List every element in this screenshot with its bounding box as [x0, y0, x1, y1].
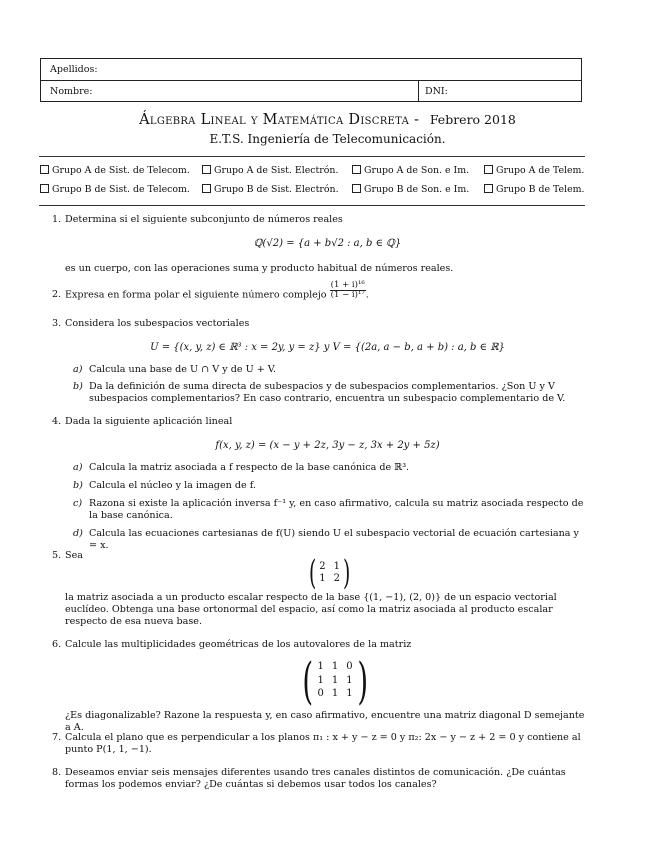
group-option[interactable]: Grupo A de Telem. — [484, 165, 584, 177]
question-1-text: Determina si el siguiente subconjunto de números reales — [65, 214, 343, 225]
group-option[interactable]: Grupo B de Sist. Electrón. — [202, 184, 339, 196]
question-7-text: Calcula el plano que es perpendicular a los planos π₁ : x + y − z = 0 y π₂: 2x − y − z + 2 = 0 y contiene al punto P(1, 1, −1). — [65, 732, 581, 755]
question-4: 4. Dada la siguiente aplicación lineal — [52, 416, 587, 428]
exam-title — [0, 111, 655, 129]
question-4c: c) Razona si existe la aplicación inversa f⁻¹ y, en caso afirmativo, calcula su matriz asociada respecto de la base canónica. — [73, 498, 584, 521]
group-option[interactable]: Grupo A de Sist. de Telecom. — [40, 165, 190, 177]
matrix-cell: 1 — [346, 674, 353, 686]
question-2: 2. Expresa en forma polar el siguiente número complejo $\frac{\text{(1 + i)¹⁶}}{\text{(1 − i)¹⁷}}$ . — [52, 289, 587, 301]
matrix-cell: 2 — [319, 560, 326, 572]
group-option[interactable]: Grupo B de Son. e Im. — [352, 184, 469, 196]
question-3-formula: U = {(x, y, z) ∈ ℝ³ : x = 2y, y = z} y V = {(2a, a − b, a + b) : a, b ∈ ℝ} — [150, 342, 505, 353]
checkbox-icon[interactable] — [352, 165, 361, 174]
matrix-cell: 1 — [319, 573, 326, 584]
matrix-cell: 0 — [346, 661, 353, 673]
group-option[interactable]: Grupo B de Sist. de Telecom. — [40, 184, 190, 196]
question-1: 1. Determina si el siguiente subconjunto de números reales — [52, 214, 587, 226]
question-4a: a) Calcula la matriz asociada a f respecto de la base canónica de ℝ³. — [73, 462, 410, 473]
checkbox-icon[interactable] — [202, 165, 211, 174]
question-3-text: Considera los subespacios vectoriales — [65, 318, 250, 329]
question-4-formula: f(x, y, z) = (x − y + 2z, 3y − z, 3x + 2y + 5z) — [215, 440, 440, 451]
apellidos-row[interactable] — [41, 59, 581, 81]
scalar-product-matrix: ( 2 1 1 2 ) — [308, 553, 351, 593]
question-4-text: Dada la siguiente aplicación lineal — [65, 416, 233, 427]
question-5-text: Sea — [65, 550, 83, 561]
matrix-cell: 2 — [333, 573, 341, 584]
question-8: 8. Deseamos enviar seis mensajes diferentes usando tres canales distintos de comunicación. ¿De cuántas formas los podemos enviar? ¿De cuántas si debemos usar todos los canales? — [52, 767, 587, 791]
complex-fraction: $\frac{\text{(1 + i)¹⁶}}{\text{(1 − i)¹⁷}}$ — [330, 280, 365, 301]
question-8-text: Deseamos enviar seis mensajes diferentes usando tres canales distintos de comunicación. ¿De cuántas formas los podemos enviar? ¿De cuántas si debemos usar todos los canales? — [65, 767, 566, 790]
checkbox-icon[interactable] — [484, 184, 493, 193]
matrix-cell: 1 — [317, 674, 324, 686]
exam-date: Febrero 2018 — [429, 112, 516, 127]
question-5: 5. Sea — [52, 550, 587, 562]
student-id-box — [40, 58, 582, 102]
matrix-cell: 1 — [317, 661, 324, 673]
checkbox-icon[interactable] — [40, 165, 49, 174]
matrix-cell: 1 — [331, 674, 339, 686]
group-option[interactable]: Grupo B de Telem. — [484, 184, 585, 196]
matrix-a: ( 1 1 0 1 1 1 0 1 1 ) — [302, 652, 368, 710]
question-1-after: es un cuerpo, con las operaciones suma y producto habitual de números reales. — [65, 263, 454, 274]
question-3: 3. Considera los subespacios vectoriales — [52, 318, 587, 330]
checkbox-icon[interactable] — [352, 184, 361, 193]
course-title: Álgebra Lineal y Matemática Discreta - — [139, 112, 420, 128]
nombre-row[interactable] — [41, 81, 581, 102]
dni-label: DNI: — [425, 86, 448, 97]
question-4b: b) Calcula el núcleo y la imagen de f. — [73, 480, 256, 491]
question-3b: b) Da la definición de suma directa de subespacios y de subespacios complementarios. ¿Son U y V subespacios complementarios? En caso contrario, encuentra un subespacio complementario de V. — [73, 381, 566, 404]
matrix-cell: 1 — [333, 560, 341, 572]
question-3a: a) Calcula una base de U ∩ V y de U + V. — [73, 364, 277, 375]
matrix-cell: 1 — [331, 661, 339, 673]
apellidos-label: Apellidos: — [50, 64, 98, 75]
question-6: 6. Calcule las multiplicidades geométricas de los autovalores de la matriz — [52, 639, 587, 651]
question-6-text: Calcule las multiplicidades geométricas de los autovalores de la matriz — [65, 639, 412, 650]
checkbox-icon[interactable] — [202, 184, 211, 193]
matrix-cell: 1 — [331, 688, 339, 700]
nombre-label: Nombre: — [50, 86, 93, 97]
top-divider — [39, 156, 585, 157]
matrix-cell: 0 — [317, 688, 324, 700]
school-name: E.T.S. Ingeniería de Telecomunicación. — [209, 132, 446, 146]
question-1-formula: ℚ(√2) = {a + b√2 : a, b ∈ ℚ} — [253, 238, 402, 249]
question-7: 7. Calcula el plano que es perpendicular a los planos π₁ : x + y − z = 0 y π₂: 2x − y − z + 2 = 0 y contiene al punto P(1, 1, −1). — [52, 732, 587, 756]
checkbox-icon[interactable] — [40, 184, 49, 193]
question-6-after: ¿Es diagonalizable? Razone la respuesta y, en caso afirmativo, encuentre una matriz diagonal D semejante a A. — [65, 710, 585, 733]
matrix-cell: 1 — [346, 688, 353, 700]
dni-divider — [418, 81, 419, 102]
checkbox-icon[interactable] — [484, 165, 493, 174]
group-checkboxes — [40, 163, 592, 203]
question-4d: d) Calcula las ecuaciones cartesianas de f(U) siendo U el subespacio vectorial de ecuación cartesiana y = x. — [73, 528, 579, 551]
question-2-text: Expresa en forma polar el siguiente número complejo $\frac{\text{(1 + i)¹⁶}}{\text{(1 − i)¹⁷}}$ . — [65, 280, 369, 301]
groups-divider — [39, 205, 585, 206]
question-5-after: la matriz asociada a un producto escalar respecto de la base {(1, −1), (2, 0)} de un espacio vectorial euclídeo. Obtenga una base ortonormal del espacio, así como la matriz asociada al producto escalar respecto de esa nueva base. — [65, 592, 557, 627]
group-option[interactable]: Grupo A de Sist. Electrón. — [202, 165, 338, 177]
group-option[interactable]: Grupo A de Son. e Im. — [352, 165, 469, 177]
